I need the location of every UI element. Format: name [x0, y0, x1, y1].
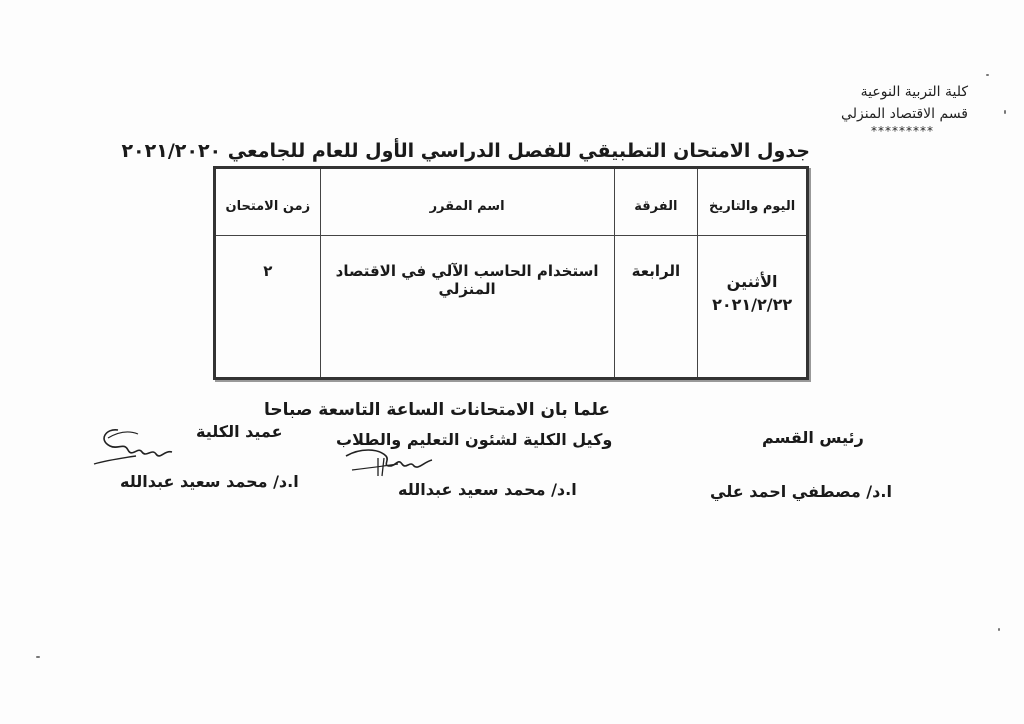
table-row: [215, 236, 808, 379]
header-day-date: اليوم والتاريخ: [698, 168, 808, 236]
vice-dean-title: وكيل الكلية لشئون التعليم والطلاب: [336, 430, 613, 449]
dean-title: عميد الكلية: [196, 422, 283, 441]
scan-speck: [998, 628, 1000, 631]
college-name: كلية التربية النوعية: [860, 84, 968, 100]
department-name: قسم الاقتصاد المنزلي: [841, 106, 968, 122]
exam-schedule-table: [213, 166, 809, 380]
department-head-title: رئيس القسم: [762, 428, 864, 447]
cell-day: الأثنين: [726, 272, 778, 291]
scan-speck: [1004, 110, 1006, 114]
dean-name: ا.د/ محمد سعيد عبدالله: [120, 472, 299, 491]
scan-speck: [986, 74, 989, 76]
header-level: الفرقة: [614, 168, 698, 236]
table-header-row: [215, 168, 808, 236]
cell-level: الرابعة: [614, 236, 698, 379]
vice-dean-signature: [338, 436, 438, 484]
cell-duration: ٢: [215, 236, 321, 379]
exam-time-note: علما بان الامتحانات الساعة التاسعة صباحا: [264, 400, 610, 420]
cell-date: ٢٠٢١/٢/٢٢: [712, 295, 793, 314]
department-head-name: ا.د/ مصطفي احمد علي: [710, 482, 892, 501]
document-title: جدول الامتحان التطبيقي للفصل الدراسي الأول للعام للجامعي ٢٠٢١/٢٠٢٠: [121, 140, 810, 162]
cell-course: استخدام الحاسب الآلي في الاقتصاد المنزلي: [320, 236, 614, 379]
scan-speck: [36, 656, 40, 658]
header-course: اسم المقرر: [320, 168, 614, 236]
dean-signature: [88, 416, 178, 476]
cell-day-date: [698, 236, 808, 379]
header-stars: *********: [871, 124, 934, 138]
vice-dean-name: ا.د/ محمد سعيد عبدالله: [398, 480, 577, 499]
header-duration: زمن الامتحان: [215, 168, 321, 236]
